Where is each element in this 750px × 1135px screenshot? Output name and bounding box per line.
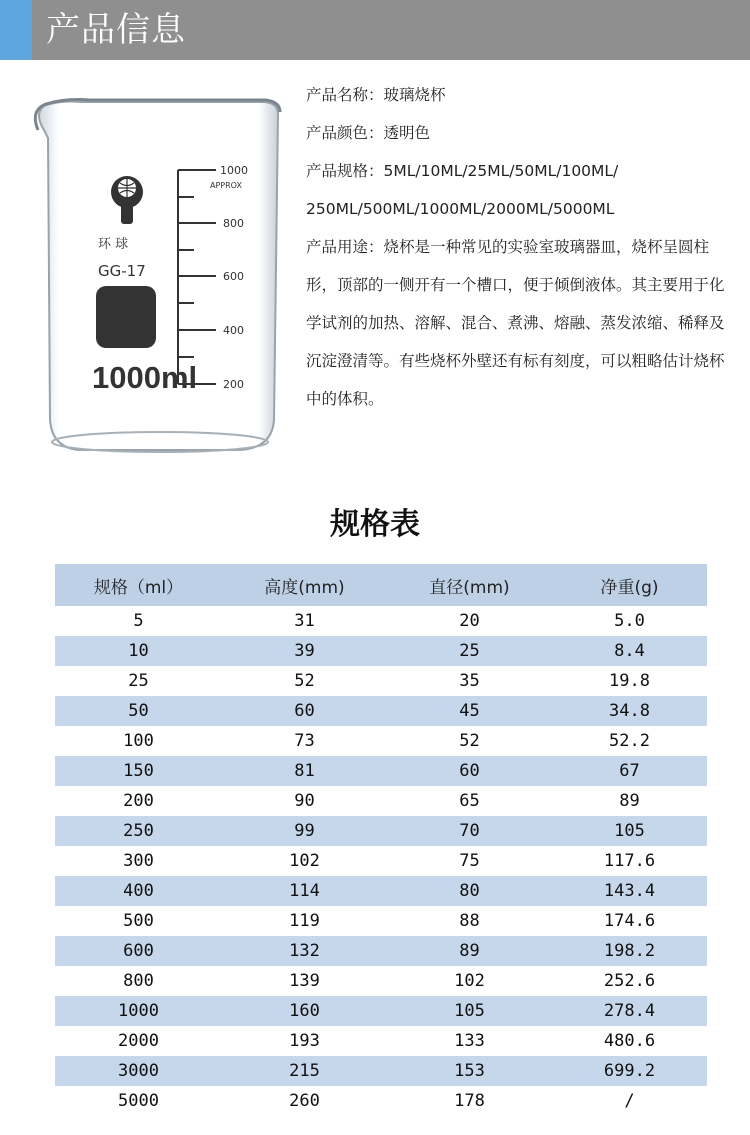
table-cell: 500 [55, 906, 222, 936]
table-row [55, 606, 707, 636]
table-cell: 160 [222, 996, 387, 1026]
spec-table-title: 规格表 [330, 507, 420, 542]
table-cell: 102 [222, 846, 387, 876]
table-cell: 89 [552, 786, 707, 816]
product-spec-line-2: 250ML/500ML/1000ML/2000ML/5000ML [306, 200, 615, 218]
table-cell: 100 [55, 726, 222, 756]
table-row [55, 816, 707, 846]
table-cell: 73 [222, 726, 387, 756]
table-cell: 34.8 [552, 696, 707, 726]
table-cell: 81 [222, 756, 387, 786]
column-header: 直径(mm) [387, 564, 552, 606]
table-cell: 139 [222, 966, 387, 996]
table-cell: / [552, 1086, 707, 1116]
table-row [55, 906, 707, 936]
approx-label: APPROX [210, 181, 242, 190]
table-row [55, 966, 707, 996]
table-cell: 35 [387, 666, 552, 696]
table-cell: 25 [55, 666, 222, 696]
table-cell: 80 [387, 876, 552, 906]
table-cell: 260 [222, 1086, 387, 1116]
header-accent-bar [0, 0, 32, 60]
table-cell: 1000 [55, 996, 222, 1026]
table-cell: 300 [55, 846, 222, 876]
table-row [55, 1086, 707, 1116]
table-cell: 25 [387, 636, 552, 666]
table-header-row [55, 564, 707, 606]
grad-label-1000: 1000 [220, 164, 248, 177]
table-cell: 52.2 [552, 726, 707, 756]
table-row [55, 996, 707, 1026]
table-cell: 215 [222, 1056, 387, 1086]
table-cell: 89 [387, 936, 552, 966]
table-cell: 52 [222, 666, 387, 696]
table-cell: 699.2 [552, 1056, 707, 1086]
table-cell: 3000 [55, 1056, 222, 1086]
product-info [306, 76, 726, 418]
table-cell: 10 [55, 636, 222, 666]
table-cell: 278.4 [552, 996, 707, 1026]
table-cell: 5 [55, 606, 222, 636]
table-cell: 250 [55, 816, 222, 846]
table-row [55, 666, 707, 696]
table-cell: 75 [387, 846, 552, 876]
table-row [55, 936, 707, 966]
table-cell: 5000 [55, 1086, 222, 1116]
table-cell: 45 [387, 696, 552, 726]
volume-label: 1000ml [92, 360, 198, 395]
table-cell: 114 [222, 876, 387, 906]
table-cell: 198.2 [552, 936, 707, 966]
table-row [55, 1056, 707, 1086]
product-usage: 产品用途：烧杯是一种常见的实验室玻璃器皿，烧杯呈圆柱形，顶部的一侧开有一个槽口，便于倾倒液体。其主要用于化学试剂的加热、溶解、混合、煮沸、熔融、蒸发浓缩、稀释及沉淀澄清等。有些烧杯外壁还有标有刻度，可以粗略估计烧杯中的体积。 [306, 238, 725, 408]
table-row [55, 1026, 707, 1056]
table-cell: 52 [387, 726, 552, 756]
model-label: GG-17 [98, 262, 146, 280]
table-cell: 102 [387, 966, 552, 996]
table-cell: 88 [387, 906, 552, 936]
table-row [55, 756, 707, 786]
table-cell: 200 [55, 786, 222, 816]
table-cell: 65 [387, 786, 552, 816]
table-row [55, 696, 707, 726]
table-cell: 800 [55, 966, 222, 996]
table-cell: 60 [387, 756, 552, 786]
product-name: 产品名称：玻璃烧杯 [306, 86, 446, 104]
grad-label-200: 200 [223, 378, 244, 391]
table-cell: 480.6 [552, 1026, 707, 1056]
table-row [55, 786, 707, 816]
table-cell: 8.4 [552, 636, 707, 666]
table-cell: 90 [222, 786, 387, 816]
beaker-image [30, 90, 288, 462]
column-header: 规格（ml） [55, 564, 222, 606]
table-cell: 31 [222, 606, 387, 636]
table-cell: 20 [387, 606, 552, 636]
section-title: 产品信息 [46, 10, 186, 50]
table-row [55, 846, 707, 876]
grad-label-400: 400 [223, 324, 244, 337]
column-header: 高度(mm) [222, 564, 387, 606]
table-cell: 19.8 [552, 666, 707, 696]
table-cell: 105 [552, 816, 707, 846]
table-cell: 105 [387, 996, 552, 1026]
table-cell: 5.0 [552, 606, 707, 636]
table-cell: 117.6 [552, 846, 707, 876]
table-cell: 60 [222, 696, 387, 726]
table-cell: 178 [387, 1086, 552, 1116]
brand-name: 环 球 [98, 237, 129, 252]
table-cell: 132 [222, 936, 387, 966]
table-cell: 400 [55, 876, 222, 906]
table-cell: 99 [222, 816, 387, 846]
column-header: 净重(g) [552, 564, 707, 606]
table-cell: 67 [552, 756, 707, 786]
spec-table [55, 564, 707, 1116]
table-cell: 252.6 [552, 966, 707, 996]
table-row [55, 876, 707, 906]
marking-patch [96, 286, 156, 348]
table-cell: 50 [55, 696, 222, 726]
table-cell: 143.4 [552, 876, 707, 906]
table-cell: 600 [55, 936, 222, 966]
table-cell: 150 [55, 756, 222, 786]
table-cell: 119 [222, 906, 387, 936]
table-cell: 70 [387, 816, 552, 846]
table-row [55, 726, 707, 756]
table-cell: 2000 [55, 1026, 222, 1056]
table-cell: 39 [222, 636, 387, 666]
table-cell: 193 [222, 1026, 387, 1056]
table-row [55, 636, 707, 666]
section-header [0, 0, 750, 60]
grad-label-800: 800 [223, 217, 244, 230]
table-cell: 174.6 [552, 906, 707, 936]
product-color: 产品颜色：透明色 [306, 124, 431, 142]
product-spec-line-1: 产品规格：5ML/10ML/25ML/50ML/100ML/ [306, 162, 619, 180]
table-cell: 133 [387, 1026, 552, 1056]
table-cell: 153 [387, 1056, 552, 1086]
grad-label-600: 600 [223, 270, 244, 283]
